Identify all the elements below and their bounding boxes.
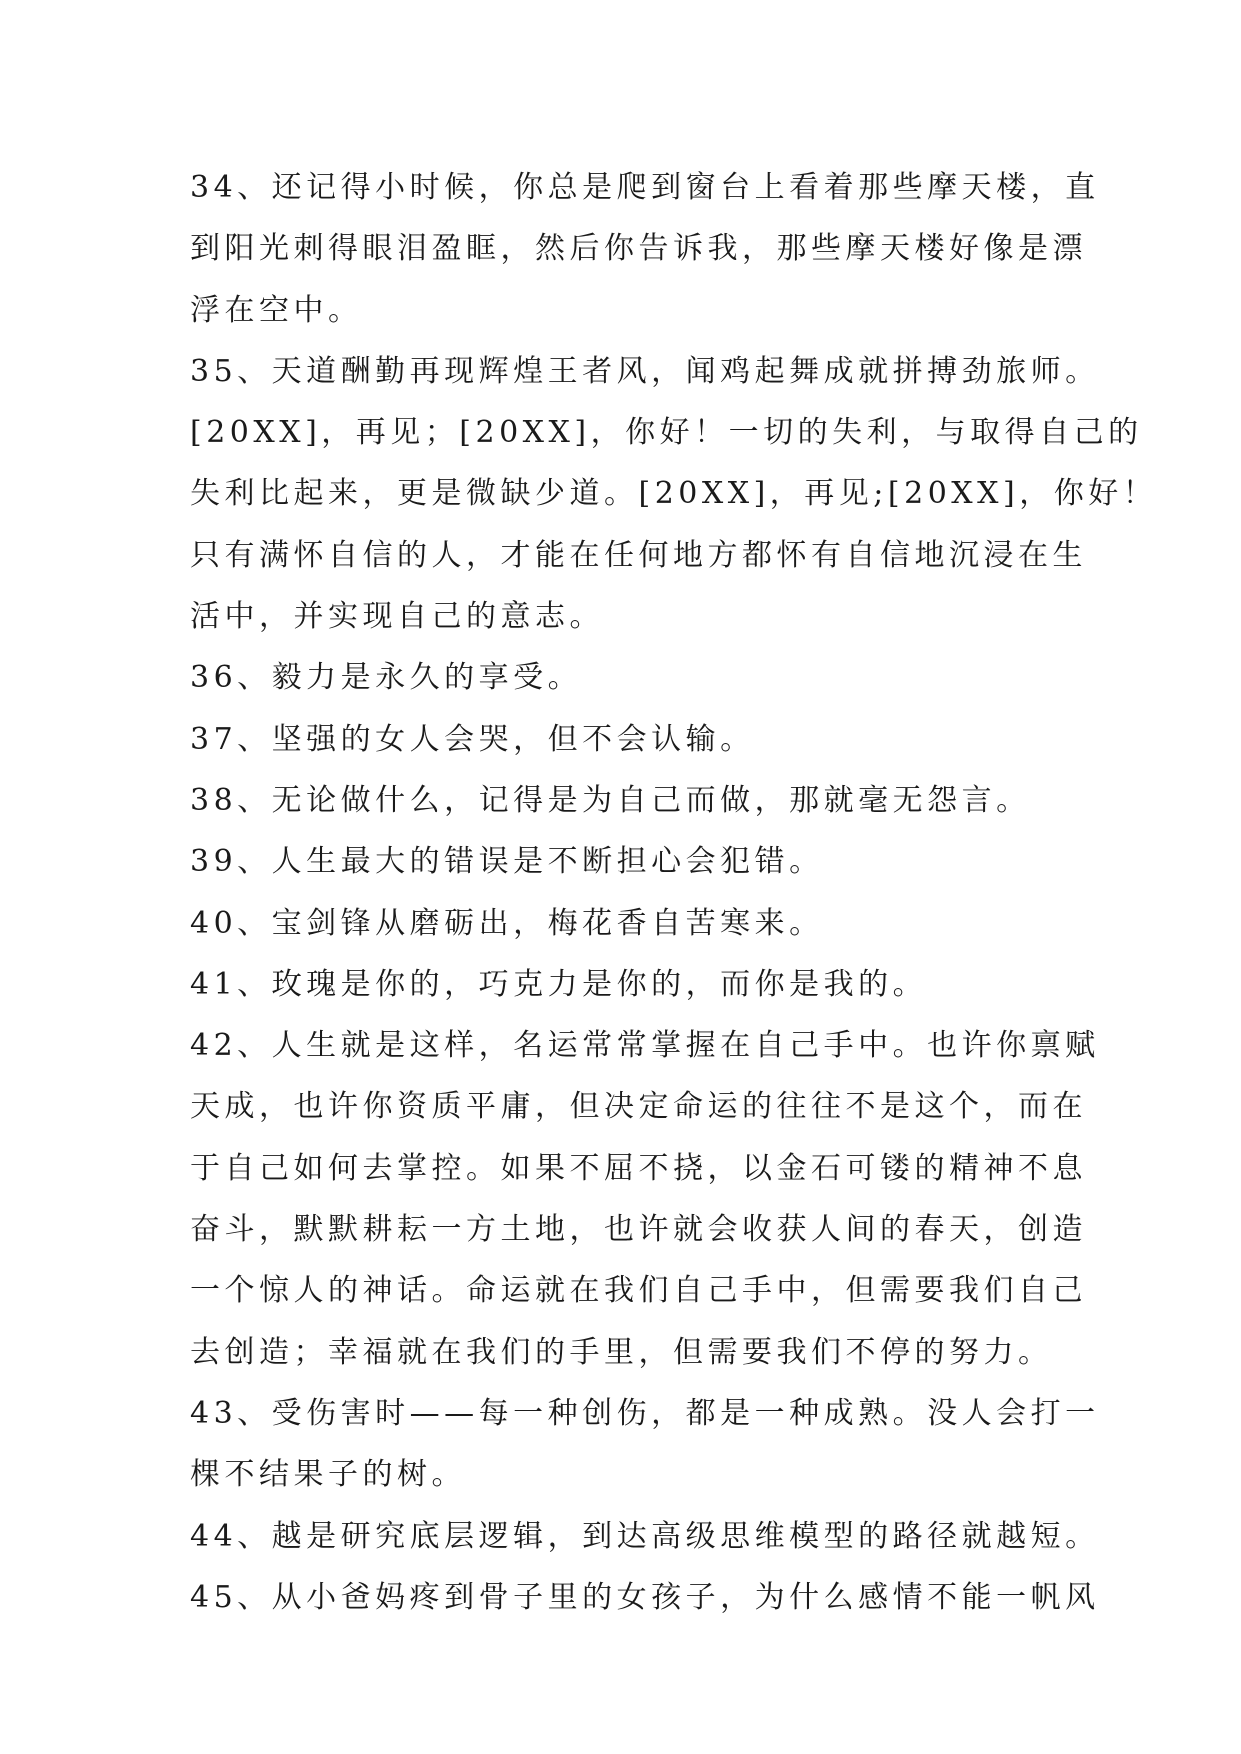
text-line: 38、无论做什么，记得是为自己而做，那就毫无怨言。 (190, 782, 1031, 818)
text-line: 34、还记得小时候，你总是爬到窗台上看着那些摩天楼，直 (190, 170, 1100, 205)
text-line: 42、人生就是这样，名运常常掌握在自己手中。也许你禀赋 (190, 1028, 1100, 1064)
text-line: 失利比起来，更是微缺少道。[20XX]，再见;[20XX]，你好！ (190, 476, 1158, 512)
text-line: 43、受伤害时——每一种创伤，都是一种成熟。没人会打一 (190, 1395, 1100, 1431)
text-line: 41、玫瑰是你的，巧克力是你的，而你是我的。 (190, 966, 928, 1002)
text-line: 去创造；幸福就在我们的手里，但需要我们不停的努力。 (190, 1334, 1053, 1370)
text-line: 39、人生最大的错误是不断担心会犯错。 (190, 844, 824, 880)
text-line: 一个惊人的神话。命运就在我们自己手中，但需要我们自己 (190, 1273, 1087, 1309)
text-line: 到阳光刺得眼泪盈眶，然后你告诉我，那些摩天楼好像是漂 (190, 231, 1087, 267)
text-line: 奋斗，默默耕耘一方土地，也许就会收获人间的春天，创造 (190, 1212, 1087, 1248)
text-line: 40、宝剑锋从磨砺出，梅花香自苦寒来。 (190, 905, 824, 941)
text-line: 浮在空中。 (190, 292, 363, 328)
text-line: 35、天道酬勤再现辉煌王者风，闻鸡起舞成就拼搏劲旅师。 (190, 353, 1100, 389)
text-line: 36、毅力是永久的享受。 (190, 660, 583, 696)
text-line: 45、从小爸妈疼到骨子里的女孩子，为什么感情不能一帆风 (190, 1579, 1100, 1615)
text-line: 37、坚强的女人会哭，但不会认输。 (190, 721, 755, 757)
text-line: 于自己如何去掌控。如果不屈不挠，以金石可镂的精神不息 (190, 1150, 1087, 1186)
text-line: 活中，并实现自己的意志。 (190, 599, 604, 635)
text-line: 天成，也许你资质平庸，但决定命运的往往不是这个，而在 (190, 1089, 1087, 1125)
text-line: 44、越是研究底层逻辑，到达高级思维模型的路径就越短。 (190, 1518, 1100, 1554)
text-line: 只有满怀自信的人，才能在任何地方都怀有自信地沉浸在生 (190, 537, 1087, 573)
document-body (190, 157, 1158, 1628)
text-line: [20XX]，再见；[20XX]，你好！一切的失利，与取得自己的 (190, 415, 1143, 451)
text-line: 棵不结果子的树。 (190, 1457, 466, 1493)
